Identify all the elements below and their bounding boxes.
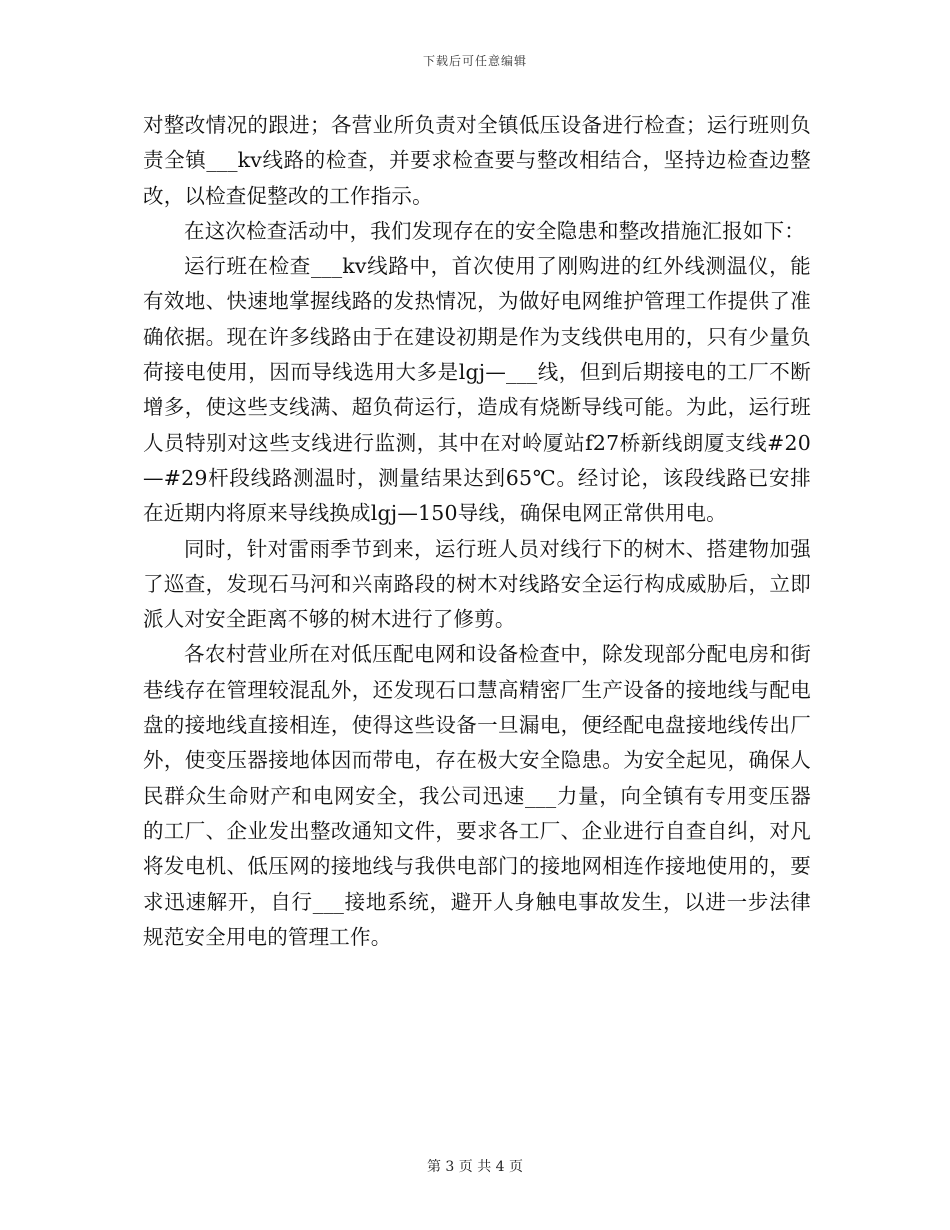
- page-footer: 第 3 页 共 4 页: [426, 1159, 524, 1175]
- paragraph-4: 同时，针对雷雨季节到来，运行班人员对线行下的树木、搭建物加强了巡查，发现石马河和兴南路段的树木对线路安全运行构成威胁后，立即派人对安全距离不够的树木进行了修剪。: [143, 536, 811, 632]
- page-header: 下载后可任意编辑: [422, 54, 527, 68]
- paragraph-1: 对整改情况的跟进；各营业所负责对全镇低压设备进行检查；运行班则负责全镇___kv线路的检查，并要求检查要与整改相结合，坚持边检查边整改，以检查促整改的工作指示。: [143, 113, 811, 208]
- paragraph-2: 在这次检查活动中，我们发现存在的安全隐患和整改措施汇报如下：: [184, 218, 805, 243]
- document-body: [143, 108, 811, 955]
- paragraph-5: 各农村营业所在对低压配电网和设备检查中，除发现部分配电房和街巷线存在管理较混乱外，还发现石口慧高精密厂生产设备的接地线与配电盘的接地线直接相连，使得这些设备一旦漏电，便经配电盘接地线传出厂外，使变压器接地体因而带电，存在极大安全隐患。为安全起见，确保人民群众生命财产和电网安全，我公司迅速___力量，向全镇有专用变压器的工厂、企业发出整改通知文件，要求各工厂、企业进行自查自纠，对凡将发电机、低压网的接地线与我供电部门的接地网相连作接地使用的，要求迅速解开，自行___接地系统，避开人身触电事故发生，以进一步法律规范安全用电的管理工作。: [143, 642, 811, 949]
- paragraph-3: 运行班在检查___kv线路中，首次使用了刚购进的红外线测温仪，能有效地、快速地掌握线路的发热情况，为做好电网维护管理工作提供了准确依据。现在许多线路由于在建设初期是作为支线供电用的，只有少量负荷接电使用，因而导线选用大多是lgj—___线，但到后期接电的工厂不断增多，使这些支线满、超负荷运行，造成有烧断导线可能。为此，运行班人员特别对这些支线进行监测，其中在对岭厦站f27桥新线朗厦支线#20—#29杆段线路测温时，测量结果达到65℃。经讨论，该段线路已安排在近期内将原来导线换成lgj—150导线，确保电网正常供用电。: [143, 254, 811, 526]
